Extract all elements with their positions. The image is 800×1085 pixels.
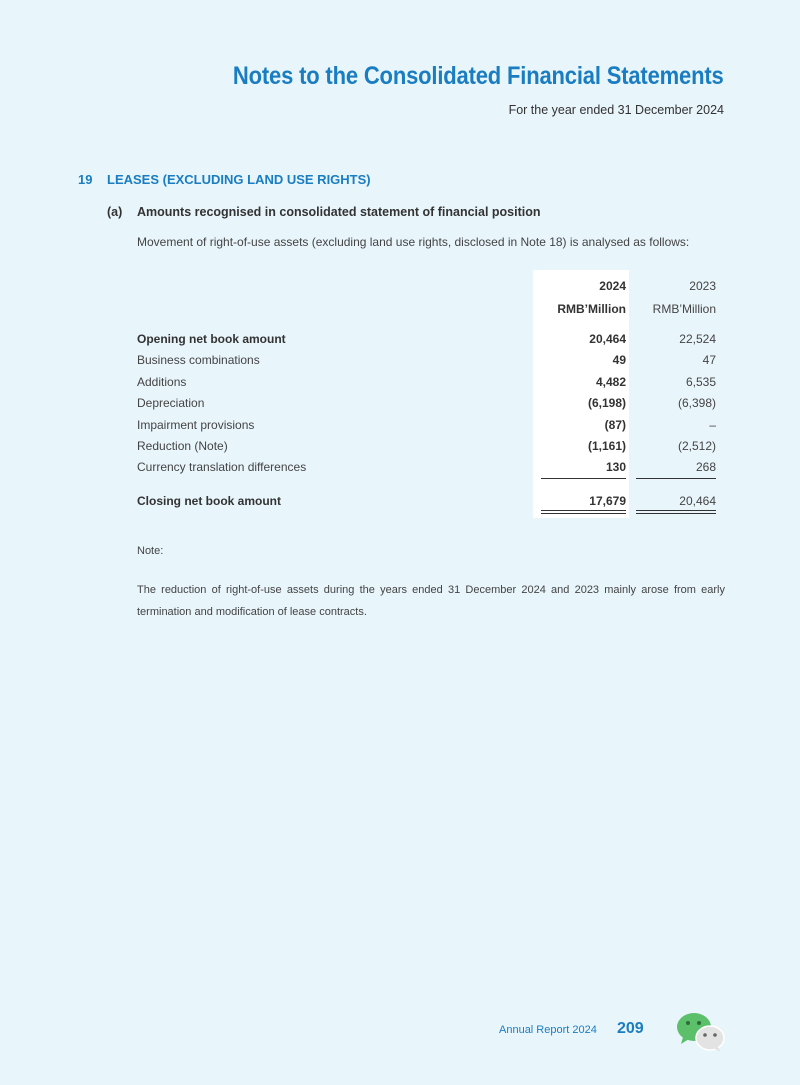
subsection-title: Amounts recognised in consolidated statement of financial position [137, 205, 541, 219]
closing-cell-2024: 17,679 [589, 494, 626, 508]
total-double-rule-2023 [636, 510, 716, 514]
table-row-label: Business combinations [137, 353, 260, 367]
table-cell-2023: (6,398) [677, 396, 716, 410]
table-cell-2023: (2,512) [677, 439, 716, 453]
table-cell-2023: 47 [702, 353, 716, 367]
col-header-2024-year: 2024 [599, 279, 626, 293]
subtotal-rule-2024 [541, 478, 626, 479]
section-title: LEASES (EXCLUDING LAND USE RIGHTS) [107, 172, 371, 187]
table-row-label: Opening net book amount [137, 332, 286, 346]
table-cell-2024: (87) [604, 418, 626, 432]
total-double-rule-2024 [541, 510, 626, 514]
table-row-label: Currency translation differences [137, 460, 307, 474]
table-cell-2024: 4,482 [595, 375, 626, 389]
col-header-2023-unit: RMB’Million [652, 302, 716, 316]
subsection-heading [107, 205, 541, 219]
table-cell-2024: (1,161) [587, 439, 626, 453]
table-row-label: Reduction (Note) [137, 439, 228, 453]
table-cell-2023: 268 [695, 460, 716, 474]
intro-text: Movement of right-of-use assets (excluding land use rights, disclosed in Note 18) is analysed as follows: [137, 235, 690, 249]
note-label: Note: [137, 545, 164, 557]
subtotal-rule-2023 [636, 478, 716, 479]
footer-report-name: Annual Report 2024 [499, 1024, 597, 1036]
subsection-label: (a) [107, 205, 123, 219]
table-row-label: Depreciation [137, 396, 205, 410]
page-number: 209 [617, 1020, 644, 1037]
table-cell-2024: 49 [612, 353, 626, 367]
section-number: 19 [78, 172, 93, 187]
section-heading [78, 172, 371, 187]
page-subtitle: For the year ended 31 December 2024 [508, 103, 724, 117]
closing-row-label: Closing net book amount [137, 494, 281, 508]
closing-cell-2023: 20,464 [679, 494, 716, 508]
col-header-2023-year: 2023 [689, 279, 716, 293]
table-cell-2023: – [709, 418, 716, 432]
table-row-label: Additions [137, 375, 187, 389]
table-row-label: Impairment provisions [137, 418, 255, 432]
col-header-2024-unit: RMB’Million [557, 302, 626, 316]
page-title: Notes to the Consolidated Financial Statements [233, 62, 724, 90]
table-cell-2023: 6,535 [685, 375, 716, 389]
note-text: The reduction of right-of-use assets during the years ended 31 December 2024 and 2023 mainly arose from early termination and modification of lease contracts. [137, 584, 725, 618]
wechat-logo-icon [675, 1011, 725, 1053]
table-cell-2024: (6,198) [587, 396, 626, 410]
table-cell-2024: 130 [605, 460, 626, 474]
table-cell-2024: 20,464 [589, 332, 626, 346]
table-cell-2023: 22,524 [679, 332, 716, 346]
